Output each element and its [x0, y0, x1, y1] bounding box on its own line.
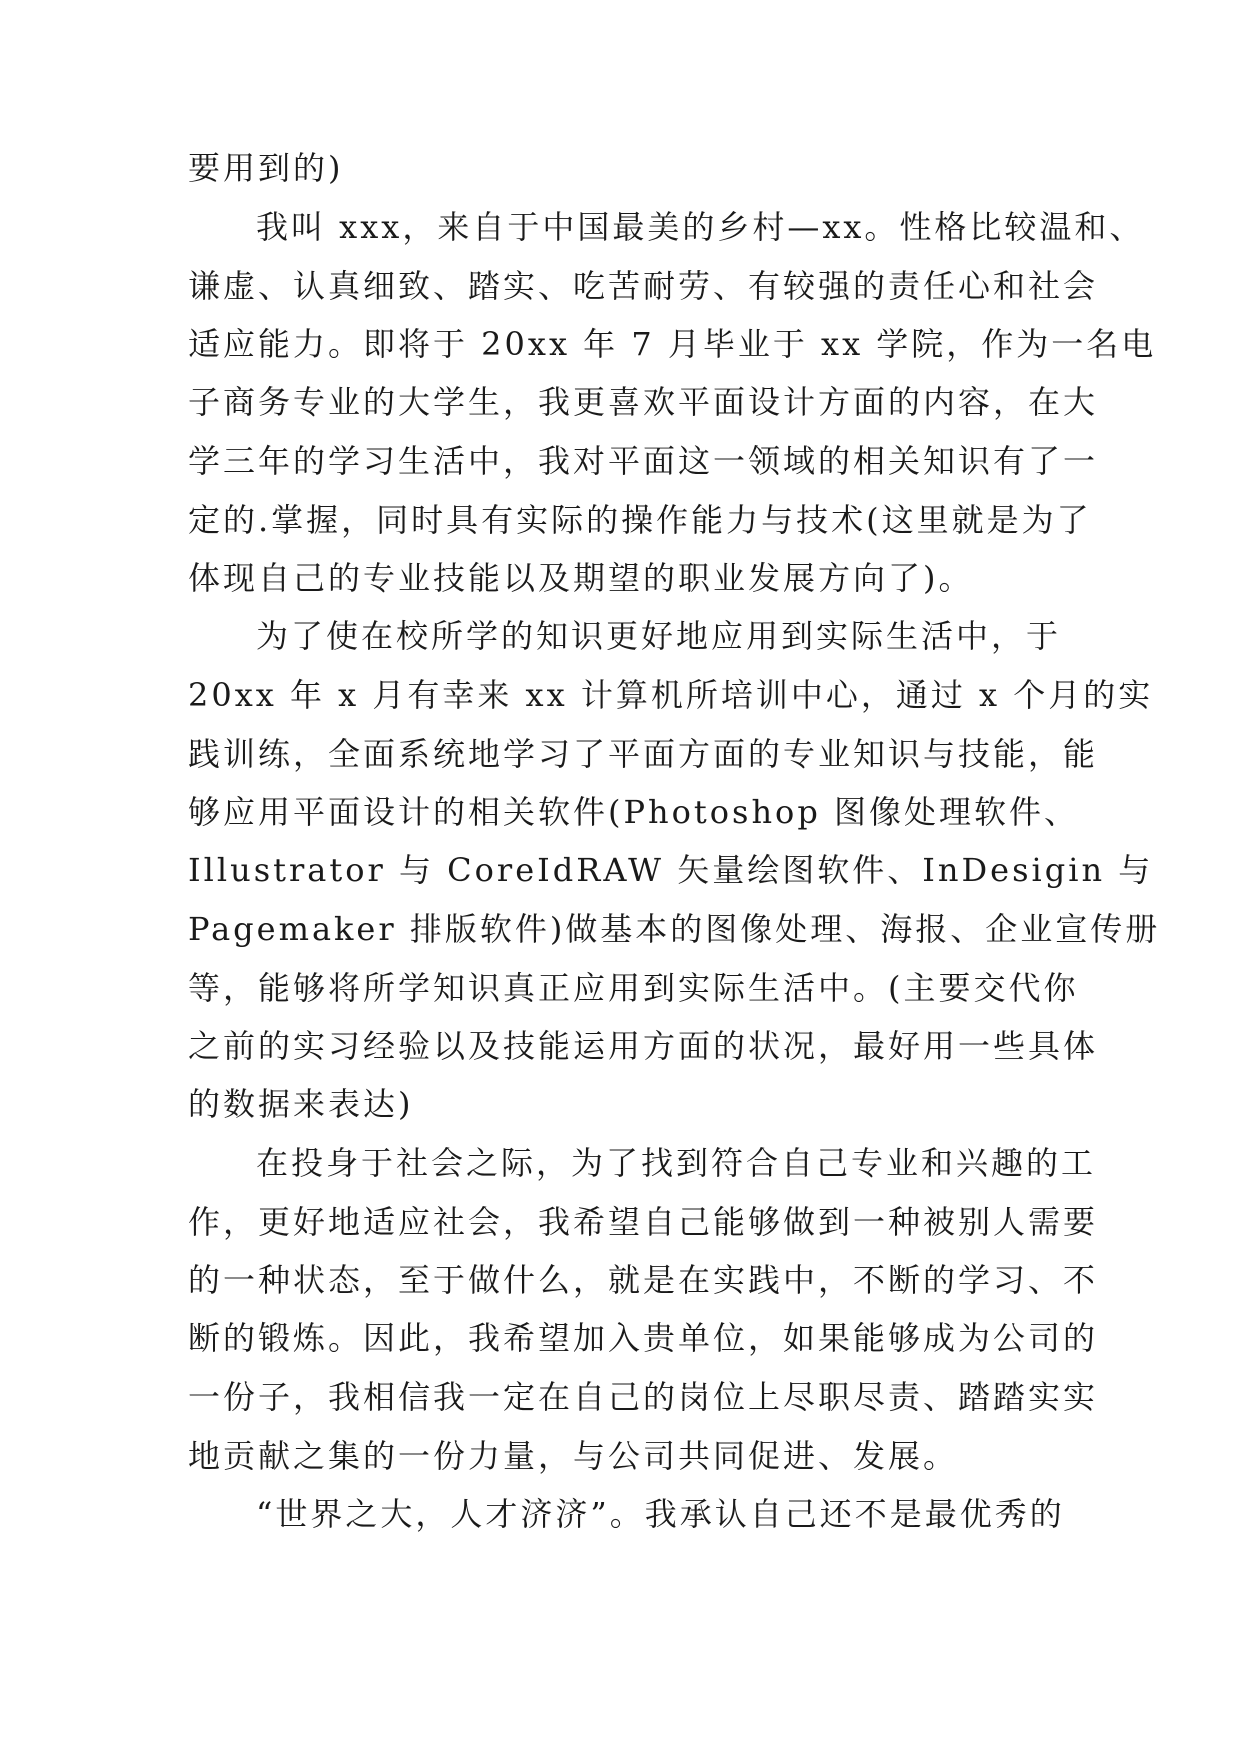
paragraph-1-line-3: 适应能力。即将于 20xx 年 7 月毕业于 xx 学院，作为一名电 — [188, 325, 1157, 363]
paragraph-1-line-1: 我叫 xxx，来自于中国最美的乡村—xx。性格比较温和、 — [256, 208, 1145, 246]
paragraph-3-line-6: 地贡献之集的一份力量，与公司共同促进、发展。 — [188, 1437, 959, 1475]
paragraph-2-line-8: 之前的实习经验以及技能运用方面的状况，最好用一些具体 — [188, 1027, 1099, 1065]
paragraph-1-line-7: 体现自己的专业技能以及期望的职业发展方向了)。 — [188, 559, 974, 597]
paragraph-2-line-9: 的数据来表达) — [188, 1085, 414, 1123]
paragraph-1-line-4: 子商务专业的大学生，我更喜欢平面设计方面的内容，在大 — [188, 383, 1099, 421]
paragraph-2-line-7: 等，能够将所学知识真正应用到实际生活中。(主要交代你 — [188, 969, 1079, 1007]
paragraph-2-line-1: 为了使在校所学的知识更好地应用到实际生活中，于 — [256, 617, 1062, 655]
paragraph-2-line-4: 够应用平面设计的相关软件(Photoshop 图像处理软件、 — [188, 793, 1079, 831]
paragraph-2-line-5: Illustrator 与 CoreIdRAW 矢量绘图软件、InDesigin 与 — [188, 851, 1154, 889]
paragraph-3-line-5: 一份子，我相信我一定在自己的岗位上尽职尽责、踏踏实实 — [188, 1378, 1099, 1416]
paragraph-3-line-3: 的一种状态，至于做什么，就是在实践中，不断的学习、不 — [188, 1261, 1099, 1299]
paragraph-4-line-1: “世界之大，人才济济”。我承认自己还不是最优秀的 — [256, 1495, 1065, 1533]
paragraph-1-line-6: 定的.掌握，同时具有实际的操作能力与技术(这里就是为了 — [188, 501, 1092, 539]
paragraph-1-line-2: 谦虚、认真细致、踏实、吃苦耐劳、有较强的责任心和社会 — [188, 267, 1099, 305]
paragraph-2-line-3: 践训练，全面系统地学习了平面方面的专业知识与技能，能 — [188, 735, 1099, 773]
paragraph-1-line-5: 学三年的学习生活中，我对平面这一领域的相关知识有了一 — [188, 442, 1099, 480]
paragraph-2-line-6: Pagemaker 排版软件)做基本的图像处理、海报、企业宣传册 — [188, 910, 1161, 948]
paragraph-3-line-4: 断的锻炼。因此，我希望加入贵单位，如果能够成为公司的 — [188, 1319, 1099, 1357]
paragraph-3-line-2: 作，更好地适应社会，我希望自己能够做到一种被别人需要 — [188, 1203, 1099, 1241]
paragraph-3-line-1: 在投身于社会之际，为了找到符合自己专业和兴趣的工 — [256, 1144, 1097, 1182]
paragraph-2-line-2: 20xx 年 x 月有幸来 xx 计算机所培训中心，通过 x 个月的实 — [188, 676, 1154, 714]
text-line-1: 要用到的) — [188, 149, 344, 187]
